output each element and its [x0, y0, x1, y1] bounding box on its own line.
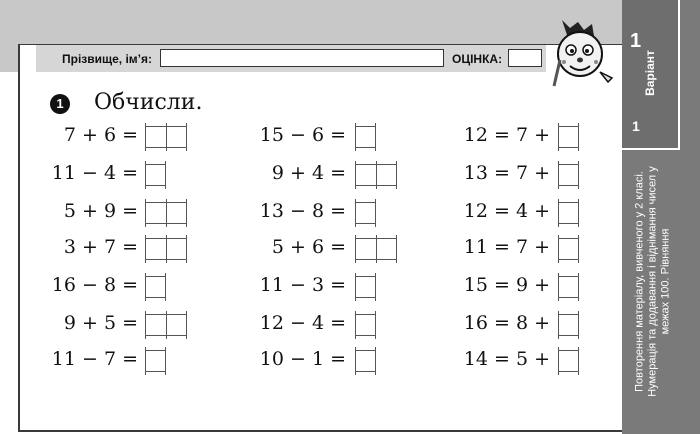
expression: 9 + 4 =: [271, 162, 346, 184]
answer-grid[interactable]: [145, 164, 166, 186]
expression: 12 = 4 +: [463, 200, 550, 222]
answer-grid[interactable]: [145, 126, 187, 148]
grade-label: ОЦІНКА:: [452, 52, 503, 66]
answer-grid[interactable]: [145, 202, 187, 224]
answer-grid[interactable]: [558, 276, 579, 298]
answer-grid[interactable]: [558, 350, 579, 372]
topic-block: [628, 162, 678, 412]
answer-grid[interactable]: [558, 202, 579, 224]
answer-grid[interactable]: [145, 314, 187, 336]
expression: 10 − 1 =: [259, 348, 346, 370]
expression: 11 − 3 =: [259, 274, 346, 296]
expression: 12 − 4 =: [259, 312, 346, 334]
expression: 11 − 4 =: [51, 162, 138, 184]
answer-grid[interactable]: [355, 126, 376, 148]
variant-label: Варіант: [643, 50, 657, 96]
answer-grid[interactable]: [355, 314, 376, 336]
answer-grid[interactable]: [145, 276, 166, 298]
expression: 15 = 9 +: [463, 274, 550, 296]
answer-grid[interactable]: [558, 238, 579, 260]
answer-grid[interactable]: [355, 238, 397, 260]
task-title: Обчисли.: [94, 90, 203, 115]
expression: 11 − 7 =: [51, 348, 138, 370]
answer-grid[interactable]: [558, 164, 579, 186]
expression: 3 + 7 =: [63, 236, 138, 258]
expression: 13 − 8 =: [259, 200, 346, 222]
expression: 7 + 6 =: [63, 124, 138, 146]
expression: 16 = 8 +: [463, 312, 550, 334]
pencil-mascot-icon: [540, 16, 618, 92]
answer-grid[interactable]: [558, 126, 579, 148]
expression: 5 + 6 =: [271, 236, 346, 258]
task-number-badge: 1: [50, 94, 70, 114]
answer-grid[interactable]: [355, 202, 376, 224]
topic-text: Повторення матеріалу, вивченого у 2 класі. Нумерація та додавання і віднімання чисел у межах 100. Рівняння: [633, 166, 672, 397]
name-label: Прізвище, ім’я:: [62, 52, 153, 66]
expression: 13 = 7 +: [463, 162, 550, 184]
grade-field[interactable]: [508, 49, 542, 67]
expression: 14 = 5 +: [463, 348, 550, 370]
answer-grid[interactable]: [145, 350, 166, 372]
name-field[interactable]: [160, 49, 444, 67]
answer-grid[interactable]: [355, 164, 397, 186]
expression: 11 = 7 +: [463, 236, 550, 258]
expression: 12 = 7 +: [463, 124, 550, 146]
expression: 9 + 5 =: [63, 312, 138, 334]
answer-grid[interactable]: [558, 314, 579, 336]
page-number: 1: [632, 118, 640, 134]
answer-grid[interactable]: [355, 276, 376, 298]
answer-grid[interactable]: [145, 238, 187, 260]
variant-number: 1: [630, 30, 642, 52]
expression: 5 + 9 =: [63, 200, 138, 222]
expression: 16 − 8 =: [51, 274, 138, 296]
expression: 15 − 6 =: [259, 124, 346, 146]
answer-grid[interactable]: [355, 350, 376, 372]
